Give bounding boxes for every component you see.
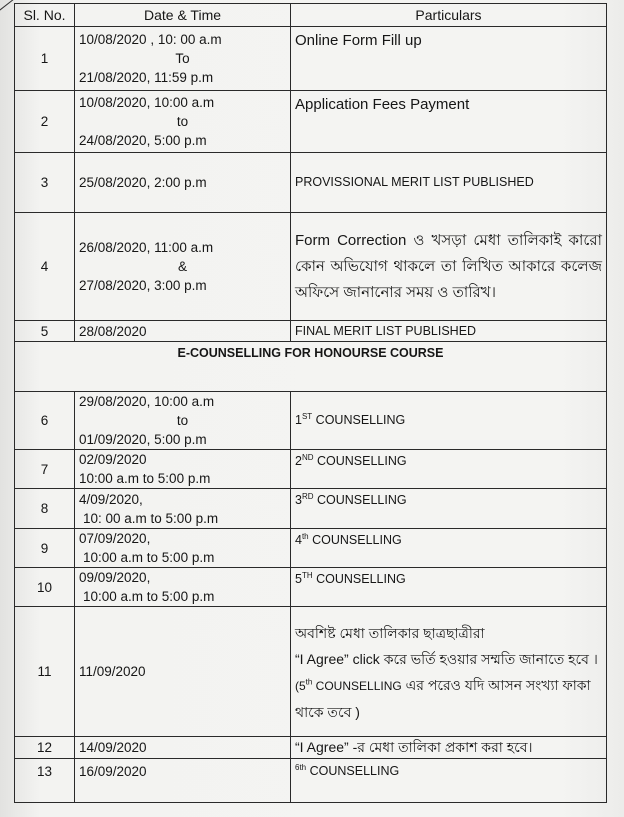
date-start: 10/08/2020 , 10: 00 a.m xyxy=(79,32,222,47)
section-row xyxy=(15,342,607,392)
date-time: 10:00 a.m to 5:00 p.m xyxy=(83,589,215,604)
row-sl: 7 xyxy=(15,450,75,489)
row-sl: 11 xyxy=(15,607,75,737)
ordinal-suffix: ST xyxy=(301,411,313,421)
date-end: 24/08/2020, 5:00 p.m xyxy=(79,133,207,148)
row-particulars xyxy=(291,489,607,529)
ordinal-number: 1 xyxy=(295,413,302,427)
row-sl: 10 xyxy=(15,568,75,607)
note-counselling: COUNSELLING xyxy=(312,679,402,693)
date-day: 02/09/2020 xyxy=(79,452,147,467)
counselling-label: COUNSELLING xyxy=(317,493,407,507)
row-date: 14/09/2020 xyxy=(75,737,291,759)
row-sl: 1 xyxy=(15,27,75,91)
ordinal-suffix: ND xyxy=(301,452,314,462)
ordinal-number: 4 xyxy=(295,533,302,547)
date-time: 10:00 a.m to 5:00 p.m xyxy=(83,550,215,565)
date-start: 29/08/2020, 10:00 a.m xyxy=(79,394,215,409)
table-row xyxy=(15,153,607,213)
row-date xyxy=(75,27,291,91)
row-date xyxy=(75,450,291,489)
section-title: E-COUNSELLING FOR HONOURSE COURSE xyxy=(15,342,607,392)
table-row xyxy=(15,737,607,759)
row-particulars xyxy=(291,759,607,803)
counselling-label: COUNSELLING xyxy=(315,413,406,427)
row-date xyxy=(75,529,291,568)
instruction-line-2: “I Agree” click করে ভর্তি হওয়ার সম্মতি জানাতে হবে । xyxy=(295,651,598,667)
table-row xyxy=(15,321,607,342)
date-day: 4/09/2020, xyxy=(79,491,143,507)
counselling-label: COUNSELLING xyxy=(316,572,406,586)
table-row xyxy=(15,392,607,450)
row-particulars: “I Agree” -র মেধা তালিকা প্রকাশ করা হবে। xyxy=(291,737,607,759)
table-row xyxy=(15,759,607,803)
header-date-time: Date & Time xyxy=(75,4,291,27)
date-day: 07/09/2020, xyxy=(79,531,151,546)
table-row xyxy=(15,27,607,91)
row-date xyxy=(75,213,291,321)
row-particulars xyxy=(291,607,607,737)
row-sl: 8 xyxy=(15,489,75,529)
row-sl: 9 xyxy=(15,529,75,568)
row-date xyxy=(75,392,291,450)
date-start: 10/08/2020, 10:00 a.m xyxy=(79,95,215,110)
row-particulars: Application Fees Payment xyxy=(291,91,607,153)
row-date: 11/09/2020 xyxy=(75,607,291,737)
date-day: 09/09/2020, xyxy=(79,570,151,585)
ordinal-number: 5 xyxy=(295,572,302,586)
row-date xyxy=(75,91,291,153)
date-sep: to xyxy=(176,413,189,428)
counselling-label: COUNSELLING xyxy=(309,764,400,778)
table-row xyxy=(15,607,607,737)
table-row xyxy=(15,450,607,489)
counselling-label: COUNSELLING xyxy=(317,454,407,468)
row-particulars xyxy=(291,529,607,568)
row-particulars xyxy=(291,450,607,489)
note-open: (5 xyxy=(295,679,306,693)
date-end: 21/08/2020, 11:59 p.m xyxy=(79,70,214,85)
date-time: 10:00 a.m to 5:00 p.m xyxy=(79,471,211,486)
ordinal-number: 2 xyxy=(295,454,302,468)
row-sl: 13 xyxy=(15,759,75,803)
table-row xyxy=(15,91,607,153)
header-particulars: Particulars xyxy=(291,4,607,27)
ordinal-suffix: th xyxy=(301,531,309,541)
row-date: 25/08/2020, 2:00 p.m xyxy=(75,153,291,213)
row-particulars xyxy=(291,568,607,607)
row-sl: 3 xyxy=(15,153,75,213)
instruction-line-1: অবশিষ্ট মেধা তালিকার ছাত্রছাত্রীরা xyxy=(295,625,485,641)
ordinal-label: 6th xyxy=(295,762,307,772)
date-sep: To xyxy=(175,51,190,66)
row-date: 28/08/2020 xyxy=(75,321,291,342)
row-particulars: Online Form Fill up xyxy=(291,27,607,91)
counselling-label: COUNSELLING xyxy=(312,533,402,547)
table-row xyxy=(15,213,607,321)
note-ordinal-suffix: th xyxy=(305,677,313,687)
ordinal-suffix: RD xyxy=(301,491,314,501)
row-sl: 12 xyxy=(15,737,75,759)
date-sep: & xyxy=(177,259,187,274)
row-date: 16/09/2020 xyxy=(75,759,291,803)
date-sep: to xyxy=(176,114,189,129)
table-row xyxy=(15,489,607,529)
date-end: 27/08/2020, 3:00 p.m xyxy=(79,278,207,293)
header-sl-no: Sl. No. xyxy=(15,4,75,27)
schedule-table xyxy=(14,3,607,803)
note-rest: এর পরেও যদি আসন সংখ্যা ফাকা থাকে তবে ) xyxy=(295,677,591,720)
date-start: 26/08/2020, 11:00 a.m xyxy=(79,240,214,255)
date-end: 01/09/2020, 5:00 p.m xyxy=(79,432,207,447)
date-time: 10: 00 a.m to 5:00 p.m xyxy=(83,510,219,526)
table-row xyxy=(15,568,607,607)
row-date xyxy=(75,489,291,529)
table-row xyxy=(15,529,607,568)
row-sl: 2 xyxy=(15,91,75,153)
row-particulars xyxy=(291,392,607,450)
ordinal-number: 3 xyxy=(295,493,302,507)
row-particulars: Form Correction ও খসড়া মেধা তালিকাই কারো কোন অভিযোগ থাকলে তা লিখিত আকারে কলেজ অফিসে জানানোর সময় ও তারিখ। xyxy=(291,213,607,321)
row-particulars: PROVISSIONAL MERIT LIST PUBLISHED xyxy=(291,153,607,213)
row-sl: 6 xyxy=(15,392,75,450)
ordinal-suffix: TH xyxy=(301,570,313,580)
row-sl: 4 xyxy=(15,213,75,321)
table-header-row xyxy=(15,4,607,27)
row-date xyxy=(75,568,291,607)
row-sl: 5 xyxy=(15,321,75,342)
row-particulars: FINAL MERIT LIST PUBLISHED xyxy=(291,321,607,342)
